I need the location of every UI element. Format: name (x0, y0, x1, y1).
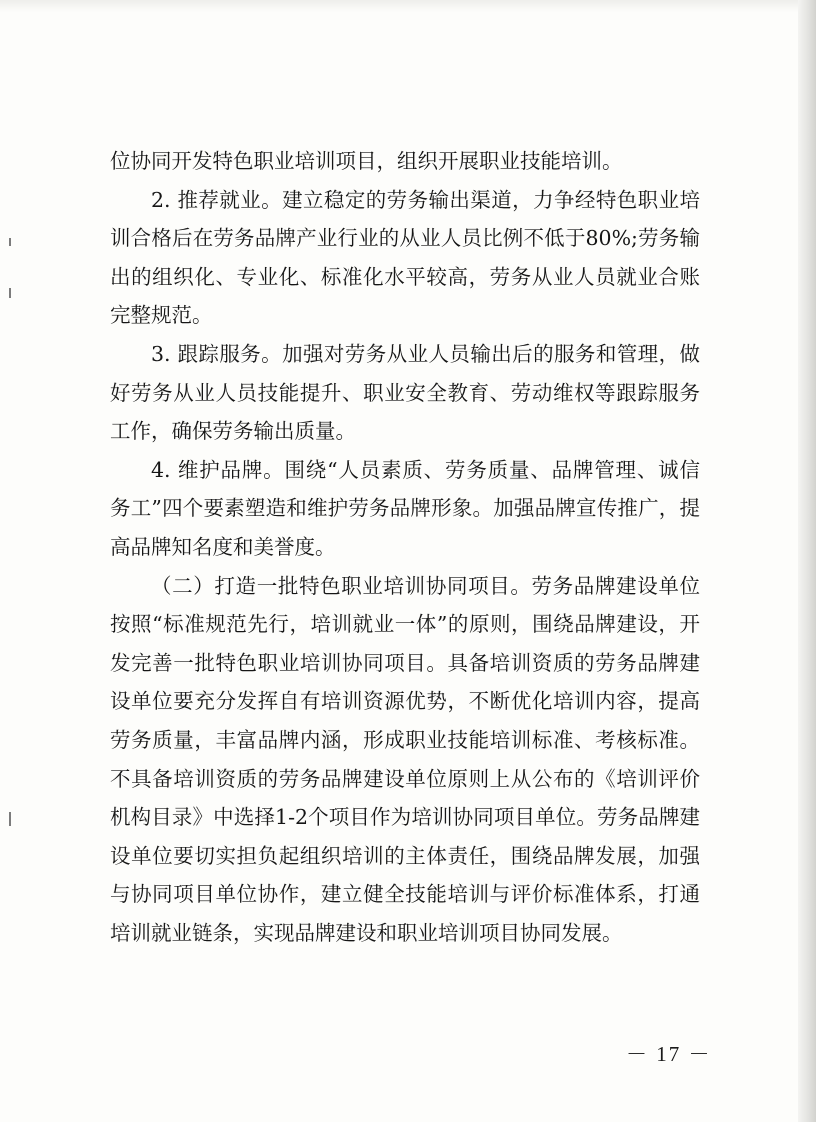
paragraph-tracking-service: 3. 跟踪服务。加强对劳务从业人员输出后的服务和管理，做好劳务从业人员技能提升、职业安全教育、劳动维权等跟踪服务工作，确保劳务输出质量。 (110, 341, 700, 444)
page-number: － 17 － (626, 1042, 712, 1066)
binding-mark (9, 238, 11, 246)
paragraph-training-projects: （二）打造一批特色职业培训协同项目。劳务品牌建设单位按照“标准规范先行，培训就业一体”的原则，围绕品牌建设，开发完善一批特色职业培训协同项目。具备培训资质的劳务品牌建设单位要充分发挥自有培训资源优势，不断优化培训内容，提高劳务质量，丰富品牌内涵，形成职业技能培训标准、考核标准。不具备培训资质的劳务品牌建设单位原则上从公布的《培训评价机构目录》中选择1-2个项目作为培训协同项目单位。劳务品牌建设单位要切实担负起组织培训的主体责任，围绕品牌发展，加强与协同项目单位协作，建立健全技能培训与评价标准体系，打通培训就业链条，实现品牌建设和职业培训项目协同发展。 (110, 573, 700, 945)
paragraph-maintain-brand: 4. 维护品牌。围绕“人员素质、劳务质量、品牌管理、诚信务工”四个要素塑造和维护劳务品牌形象。加强品牌宣传推广，提高品牌知名度和美誉度。 (110, 457, 700, 559)
scan-edge (798, 0, 816, 1122)
scan-shadow (0, 0, 816, 12)
paragraph-recommend-employment: 2. 推荐就业。建立稳定的劳务输出渠道，力争经特色职业培训合格后在劳务品牌产业行业的从业人员比例不低于80%;劳务输出的组织化、专业化、标准化水平较高，劳务从业人员就业合账完整规范。 (110, 187, 700, 328)
document-body (110, 142, 700, 952)
paragraph-continued: 位协同开发特色职业培训项目，组织开展职业技能培训。 (110, 149, 623, 173)
binding-mark (9, 288, 11, 298)
binding-mark (9, 812, 11, 826)
